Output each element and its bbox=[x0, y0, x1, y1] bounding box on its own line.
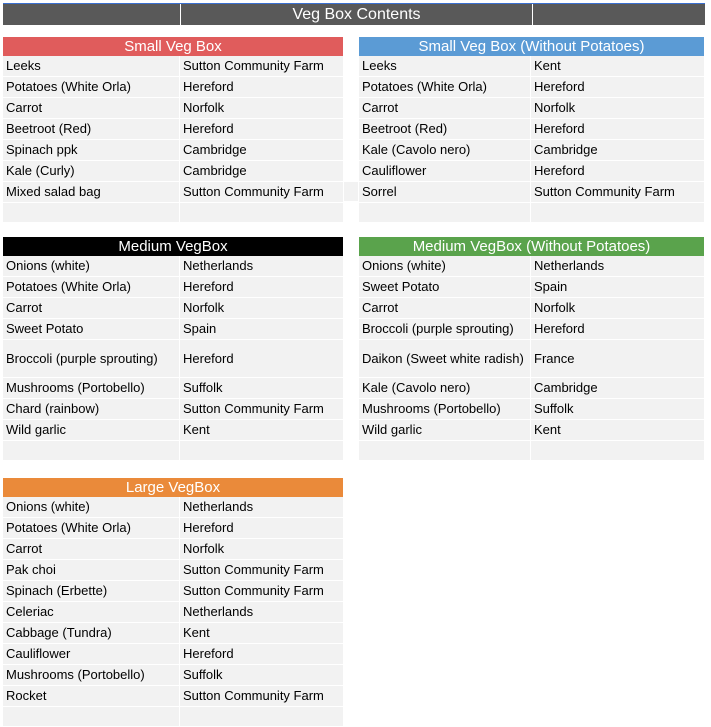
origin-cell[interactable]: Hereford bbox=[534, 321, 585, 336]
item-cell[interactable]: Cauliflower bbox=[3, 644, 180, 664]
table-row bbox=[3, 560, 343, 581]
item-cell[interactable]: Mixed salad bag bbox=[3, 182, 180, 202]
table-row bbox=[359, 77, 704, 98]
item-cell[interactable]: Mushrooms (Portobello) bbox=[3, 378, 180, 398]
origin-cell[interactable]: Netherlands bbox=[183, 499, 254, 514]
origin-cell[interactable]: Norfolk bbox=[534, 300, 576, 315]
origin-cell[interactable]: Cambridge bbox=[534, 380, 598, 395]
item-cell[interactable]: Broccoli (purple sprouting) bbox=[359, 319, 531, 339]
origin-cell[interactable]: Hereford bbox=[534, 79, 585, 94]
table-row bbox=[3, 518, 343, 539]
origin-cell[interactable]: Suffolk bbox=[183, 667, 223, 682]
item-cell[interactable]: Wild garlic bbox=[359, 420, 531, 440]
item-cell[interactable]: Spinach (Erbette) bbox=[3, 581, 180, 601]
item-cell[interactable]: Beetroot (Red) bbox=[3, 119, 180, 139]
origin-cell[interactable]: Hereford bbox=[534, 163, 585, 178]
item-cell[interactable]: Mushrooms (Portobello) bbox=[359, 399, 531, 419]
origin-cell[interactable]: Hereford bbox=[183, 520, 234, 535]
table-row bbox=[3, 497, 343, 518]
item-cell[interactable]: Kale (Cavolo nero) bbox=[359, 378, 531, 398]
origin-cell[interactable]: Norfolk bbox=[534, 100, 576, 115]
box-header[interactable]: Medium VegBox bbox=[3, 237, 343, 256]
origin-cell[interactable]: Norfolk bbox=[183, 300, 225, 315]
box-header[interactable]: Small Veg Box (Without Potatoes) bbox=[359, 37, 704, 56]
origin-cell[interactable]: France bbox=[534, 350, 575, 366]
item-cell[interactable]: Sweet Potato bbox=[359, 277, 531, 297]
table-row bbox=[3, 98, 343, 119]
table-row bbox=[3, 581, 343, 602]
table-row bbox=[3, 686, 343, 707]
item-cell[interactable]: Leeks bbox=[3, 56, 180, 76]
medium-vegbox-table bbox=[3, 237, 343, 461]
empty-cell[interactable] bbox=[359, 441, 531, 460]
box-header[interactable]: Small Veg Box bbox=[3, 37, 343, 56]
table-row bbox=[359, 399, 704, 420]
origin-cell[interactable]: Hereford bbox=[183, 279, 234, 294]
table-row bbox=[359, 161, 704, 182]
small-veg-box-table bbox=[3, 37, 343, 223]
item-cell[interactable]: Potatoes (White Orla) bbox=[3, 277, 180, 297]
item-cell[interactable]: Beetroot (Red) bbox=[359, 119, 531, 139]
empty-cell[interactable] bbox=[3, 203, 180, 222]
table-row bbox=[3, 161, 343, 182]
title-cell-left[interactable] bbox=[3, 4, 181, 25]
table-row bbox=[359, 420, 704, 441]
item-cell[interactable]: Broccoli (purple sprouting) bbox=[3, 340, 180, 377]
table-row bbox=[3, 140, 343, 161]
origin-cell[interactable]: Spain bbox=[183, 321, 217, 336]
origin-cell[interactable]: Hereford bbox=[183, 121, 234, 136]
table-row bbox=[3, 256, 343, 277]
origin-cell[interactable]: Kent bbox=[183, 625, 210, 640]
title-bar bbox=[3, 3, 705, 25]
origin-cell[interactable]: Sutton Community Farm bbox=[183, 401, 324, 416]
origin-cell[interactable]: Cambridge bbox=[183, 142, 247, 157]
item-cell[interactable]: Cabbage (Tundra) bbox=[3, 623, 180, 643]
item-cell[interactable]: Chard (rainbow) bbox=[3, 399, 180, 419]
table-row bbox=[359, 340, 704, 378]
item-cell[interactable]: Sorrel bbox=[359, 182, 531, 202]
item-cell[interactable]: Potatoes (White Orla) bbox=[359, 77, 531, 97]
item-cell[interactable]: Daikon (Sweet white radish) bbox=[359, 340, 531, 377]
item-cell[interactable]: Leeks bbox=[359, 56, 531, 76]
box-header[interactable]: Large VegBox bbox=[3, 478, 343, 497]
item-cell[interactable]: Onions (white) bbox=[359, 256, 531, 276]
title-cell-center[interactable] bbox=[181, 4, 533, 25]
table-row bbox=[3, 119, 343, 140]
table-row bbox=[3, 539, 343, 560]
item-cell[interactable]: Carrot bbox=[3, 539, 180, 559]
origin-cell[interactable]: Hereford bbox=[534, 121, 585, 136]
origin-cell[interactable]: Netherlands bbox=[183, 258, 254, 273]
item-cell[interactable]: Carrot bbox=[359, 98, 531, 118]
origin-cell[interactable]: Sutton Community Farm bbox=[534, 184, 675, 199]
item-cell[interactable]: Wild garlic bbox=[3, 420, 180, 440]
table-row bbox=[359, 277, 704, 298]
table-row bbox=[3, 644, 343, 665]
table-row bbox=[359, 298, 704, 319]
table-row bbox=[359, 56, 704, 77]
table-row bbox=[359, 119, 704, 140]
origin-cell[interactable]: Norfolk bbox=[183, 541, 225, 556]
origin-cell[interactable]: Cambridge bbox=[534, 142, 598, 157]
empty-row bbox=[3, 441, 343, 461]
origin-cell[interactable]: Suffolk bbox=[534, 401, 574, 416]
item-cell[interactable]: Sweet Potato bbox=[3, 319, 180, 339]
item-cell[interactable]: Spinach ppk bbox=[3, 140, 180, 160]
origin-cell[interactable]: Suffolk bbox=[183, 380, 223, 395]
table-row bbox=[3, 602, 343, 623]
medium-vegbox-without-potatoes-table bbox=[359, 237, 704, 461]
item-cell[interactable]: Carrot bbox=[3, 298, 180, 318]
title-cell-right[interactable] bbox=[533, 4, 705, 25]
table-row bbox=[359, 98, 704, 119]
table-row bbox=[3, 77, 343, 98]
table-row bbox=[3, 399, 343, 420]
empty-cell[interactable] bbox=[180, 441, 343, 460]
origin-cell[interactable]: Hereford bbox=[183, 350, 234, 366]
origin-cell[interactable]: Netherlands bbox=[534, 258, 605, 273]
item-cell[interactable]: Kale (Cavolo nero) bbox=[359, 140, 531, 160]
empty-cell[interactable] bbox=[180, 707, 343, 726]
table-row bbox=[3, 277, 343, 298]
origin-cell[interactable]: Sutton Community Farm bbox=[183, 583, 324, 598]
table-row bbox=[3, 56, 343, 77]
item-cell[interactable]: Carrot bbox=[3, 98, 180, 118]
item-cell[interactable]: Carrot bbox=[359, 298, 531, 318]
table-row bbox=[3, 182, 343, 203]
item-cell[interactable]: Onions (white) bbox=[3, 497, 180, 517]
empty-cell[interactable] bbox=[3, 707, 180, 726]
box-header[interactable]: Medium VegBox (Without Potatoes) bbox=[359, 237, 704, 256]
origin-cell[interactable]: Kent bbox=[534, 58, 561, 73]
empty-row bbox=[359, 203, 704, 223]
item-cell[interactable]: Celeriac bbox=[3, 602, 180, 622]
table-row bbox=[3, 298, 343, 319]
empty-row bbox=[3, 707, 343, 727]
empty-cell[interactable] bbox=[531, 441, 704, 460]
empty-cell[interactable] bbox=[180, 203, 343, 222]
origin-cell[interactable]: Sutton Community Farm bbox=[183, 184, 324, 199]
small-veg-box-without-potatoes-table bbox=[359, 37, 704, 223]
origin-cell[interactable]: Cambridge bbox=[183, 163, 247, 178]
origin-cell[interactable]: Spain bbox=[534, 279, 568, 294]
item-cell[interactable]: Cauliflower bbox=[359, 161, 531, 181]
origin-cell[interactable]: Hereford bbox=[183, 646, 234, 661]
empty-row bbox=[359, 441, 704, 461]
origin-cell[interactable]: Kent bbox=[183, 422, 210, 437]
item-cell[interactable]: Mushrooms (Portobello) bbox=[3, 665, 180, 685]
spacer-cell bbox=[344, 182, 358, 201]
item-cell[interactable]: Potatoes (White Orla) bbox=[3, 77, 180, 97]
table-row bbox=[359, 182, 704, 203]
origin-cell[interactable]: Sutton Community Farm bbox=[183, 688, 324, 703]
table-row bbox=[359, 256, 704, 277]
origin-cell[interactable]: Kent bbox=[534, 422, 561, 437]
origin-cell[interactable]: Norfolk bbox=[183, 100, 225, 115]
table-row bbox=[3, 623, 343, 644]
table-row bbox=[359, 378, 704, 399]
large-vegbox-table bbox=[3, 478, 343, 727]
table-row bbox=[359, 140, 704, 161]
origin-cell[interactable]: Sutton Community Farm bbox=[183, 562, 324, 577]
empty-cell[interactable] bbox=[3, 441, 180, 460]
empty-cell[interactable] bbox=[531, 203, 704, 222]
empty-row bbox=[3, 203, 343, 223]
table-row bbox=[359, 319, 704, 340]
empty-cell[interactable] bbox=[359, 203, 531, 222]
item-cell[interactable]: Pak choi bbox=[3, 560, 180, 580]
origin-cell[interactable]: Sutton Community Farm bbox=[183, 58, 324, 73]
item-cell[interactable]: Rocket bbox=[3, 686, 180, 706]
table-row bbox=[3, 378, 343, 399]
table-row bbox=[3, 319, 343, 340]
origin-cell[interactable]: Hereford bbox=[183, 79, 234, 94]
sheet-title: Veg Box Contents bbox=[292, 6, 421, 23]
item-cell[interactable]: Potatoes (White Orla) bbox=[3, 518, 180, 538]
item-cell[interactable]: Kale (Curly) bbox=[3, 161, 180, 181]
table-row bbox=[3, 340, 343, 378]
table-row bbox=[3, 665, 343, 686]
table-row bbox=[3, 420, 343, 441]
origin-cell[interactable]: Netherlands bbox=[183, 604, 254, 619]
item-cell[interactable]: Onions (white) bbox=[3, 256, 180, 276]
